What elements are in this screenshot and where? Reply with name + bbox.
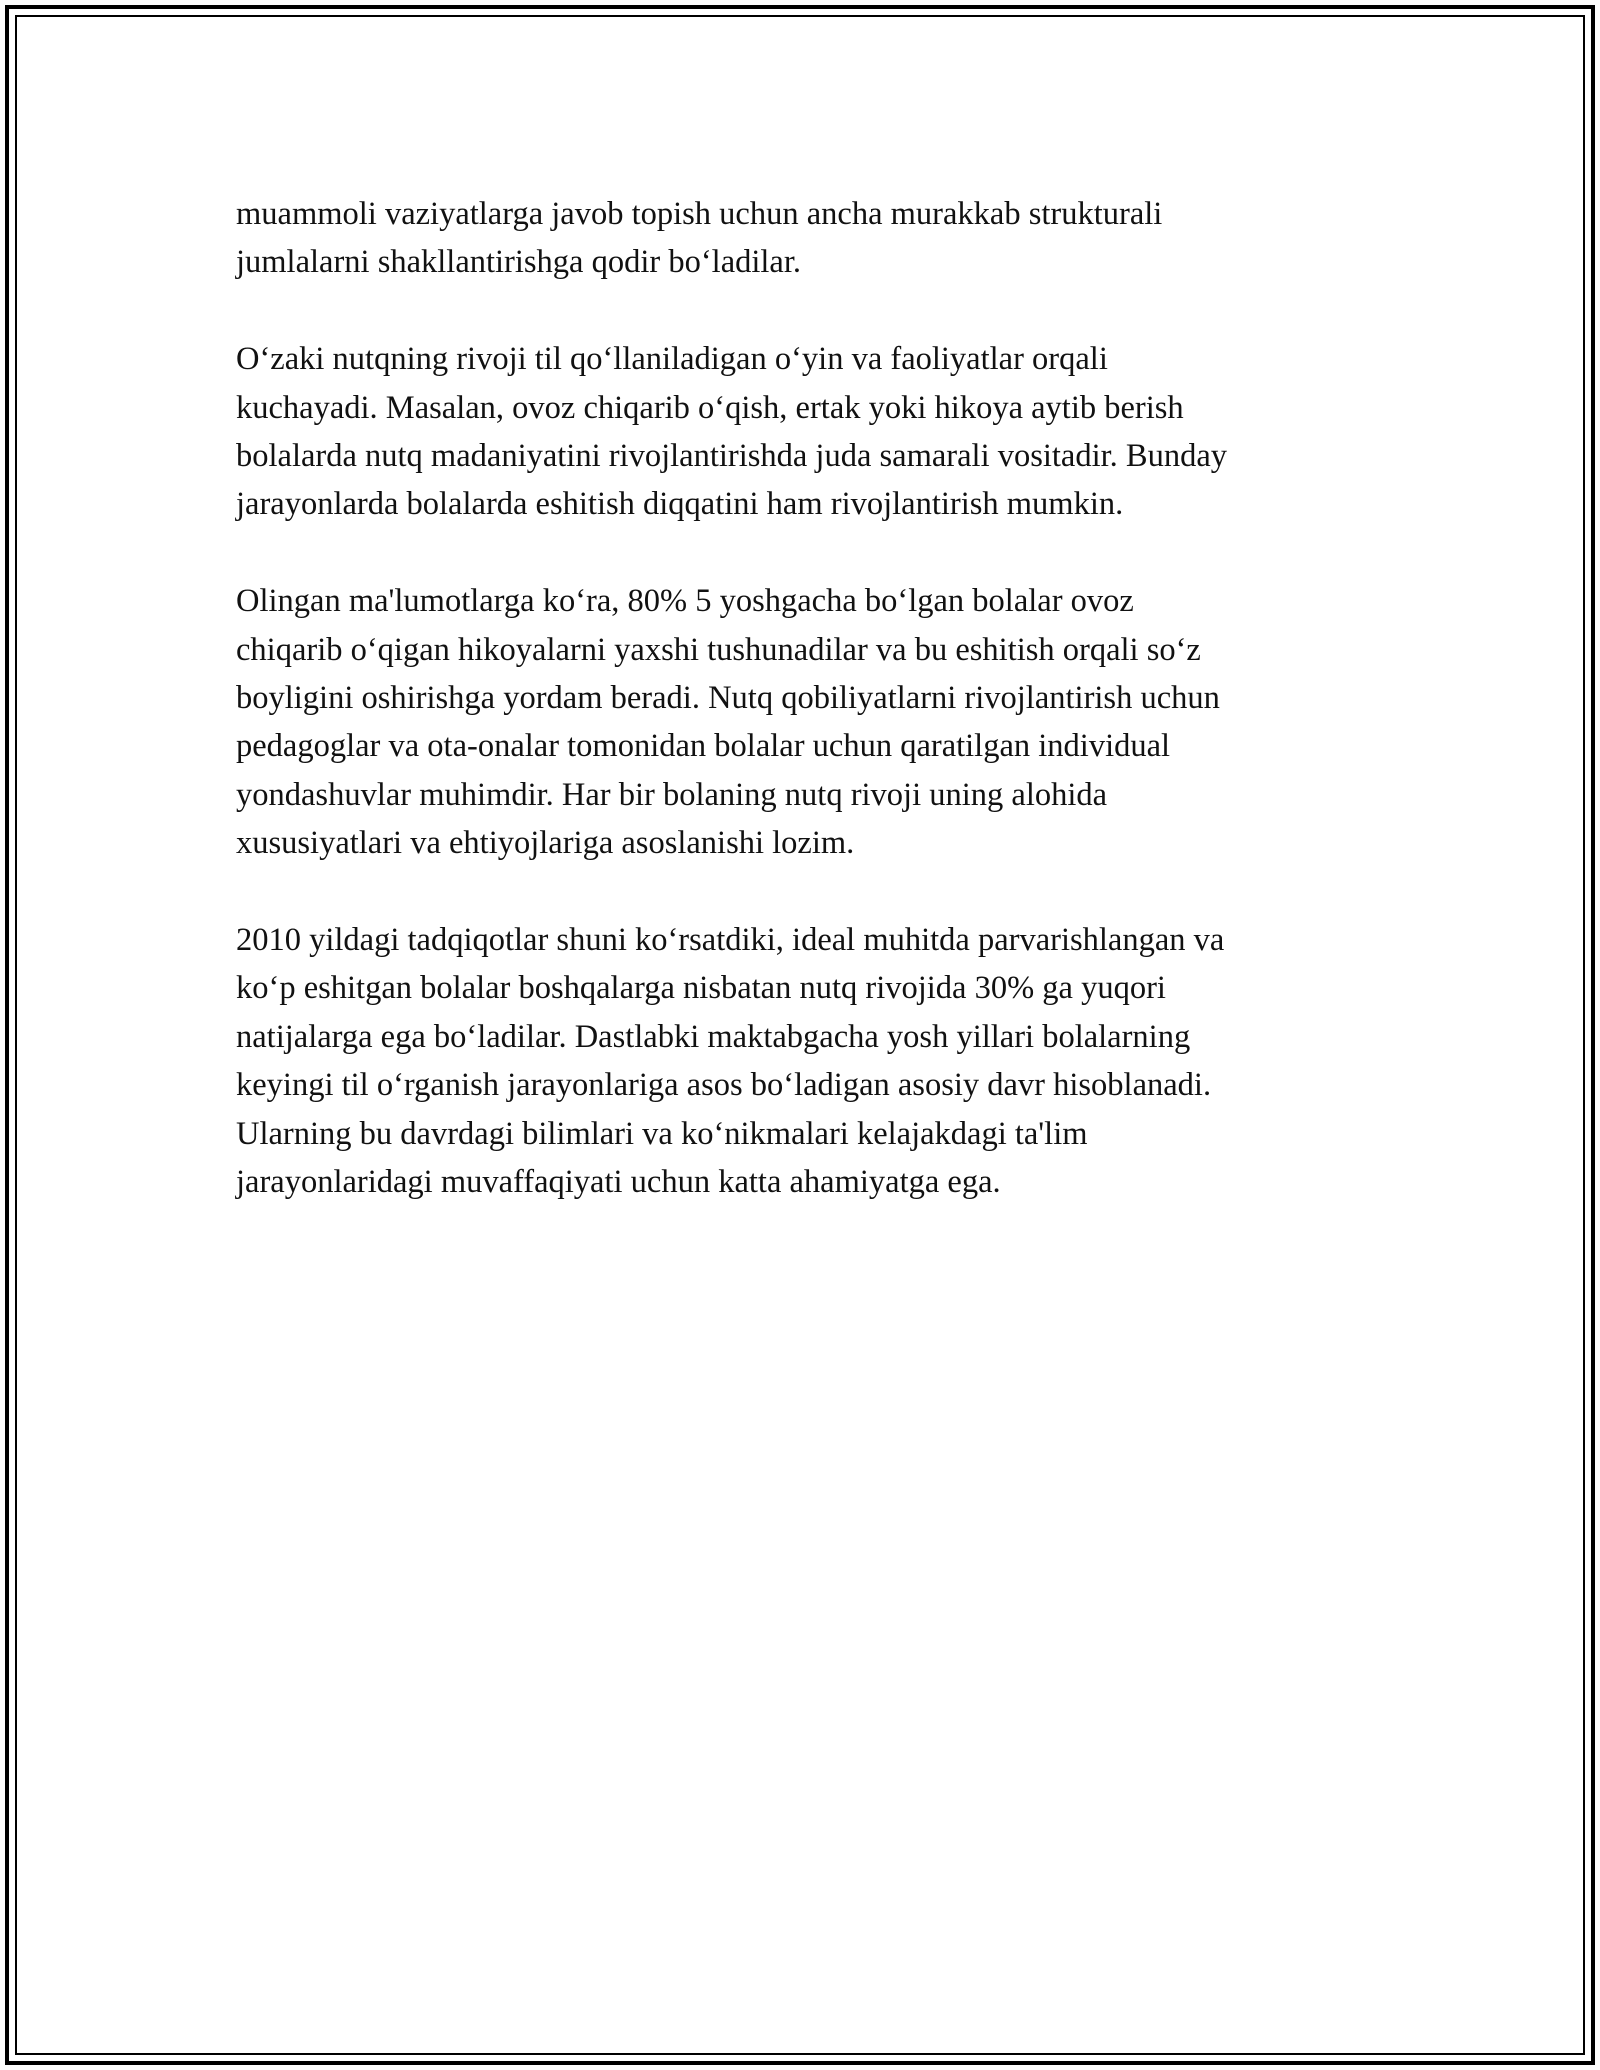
paragraph-3: Olingan ma'lumotlarga ko‘ra, 80% 5 yoshgacha bo‘lgan bolalar ovoz chiqarib o‘qigan hikoyalarni yaxshi tushunadilar va bu eshitish orqali so‘z boyligini oshirishga yordam beradi. Nutq qobiliyatlarni rivojlantirish uchun pedagoglar va ota-onalar tomonidan bolalar uchun qaratilgan individual yondashuvlar muhimdir. Har bir bolaning nutq rivoji uning alohida xususiyatlari va ehtiyojlariga asoslanishi lozim.: [236, 583, 1220, 862]
document-body: [236, 190, 1376, 1255]
paragraph-1: muammoli vaziyatlarga javob topish uchun ancha murakkab strukturali jumlalarni shakllantirishga qodir bo‘ladilar.: [236, 196, 1163, 281]
paragraph-4: 2010 yildagi tadqiqotlar shuni ko‘rsatdiki, ideal muhitda parvarishlangan va ko‘p eshitgan bolalar boshqalarga nisbatan nutq rivojida 30% ga yuqori natijalarga ega bo‘ladilar. Dastlabki maktabgacha yosh yillari bolalarning keyingi til o‘rganish jarayonlariga asos bo‘ladigan asosiy davr hisoblanadi. Ularning bu davrdagi bilimlari va ko‘nikmalari kelajakdagi ta'lim jarayonlaridagi muvaffaqiyati uchun katta ahamiyatga ega.: [236, 922, 1225, 1201]
paragraph-2: O‘zaki nutqning rivoji til qo‘llaniladigan o‘yin va faoliyatlar orqali kuchayadi. Masalan, ovoz chiqarib o‘qish, ertak yoki hikoya aytib berish bolalarda nutq madaniyatini rivojlantirishda juda samarali vositadir. Bunday jarayonlarda bolalarda eshitish diqqatini ham rivojlantirish mumkin.: [236, 341, 1228, 523]
